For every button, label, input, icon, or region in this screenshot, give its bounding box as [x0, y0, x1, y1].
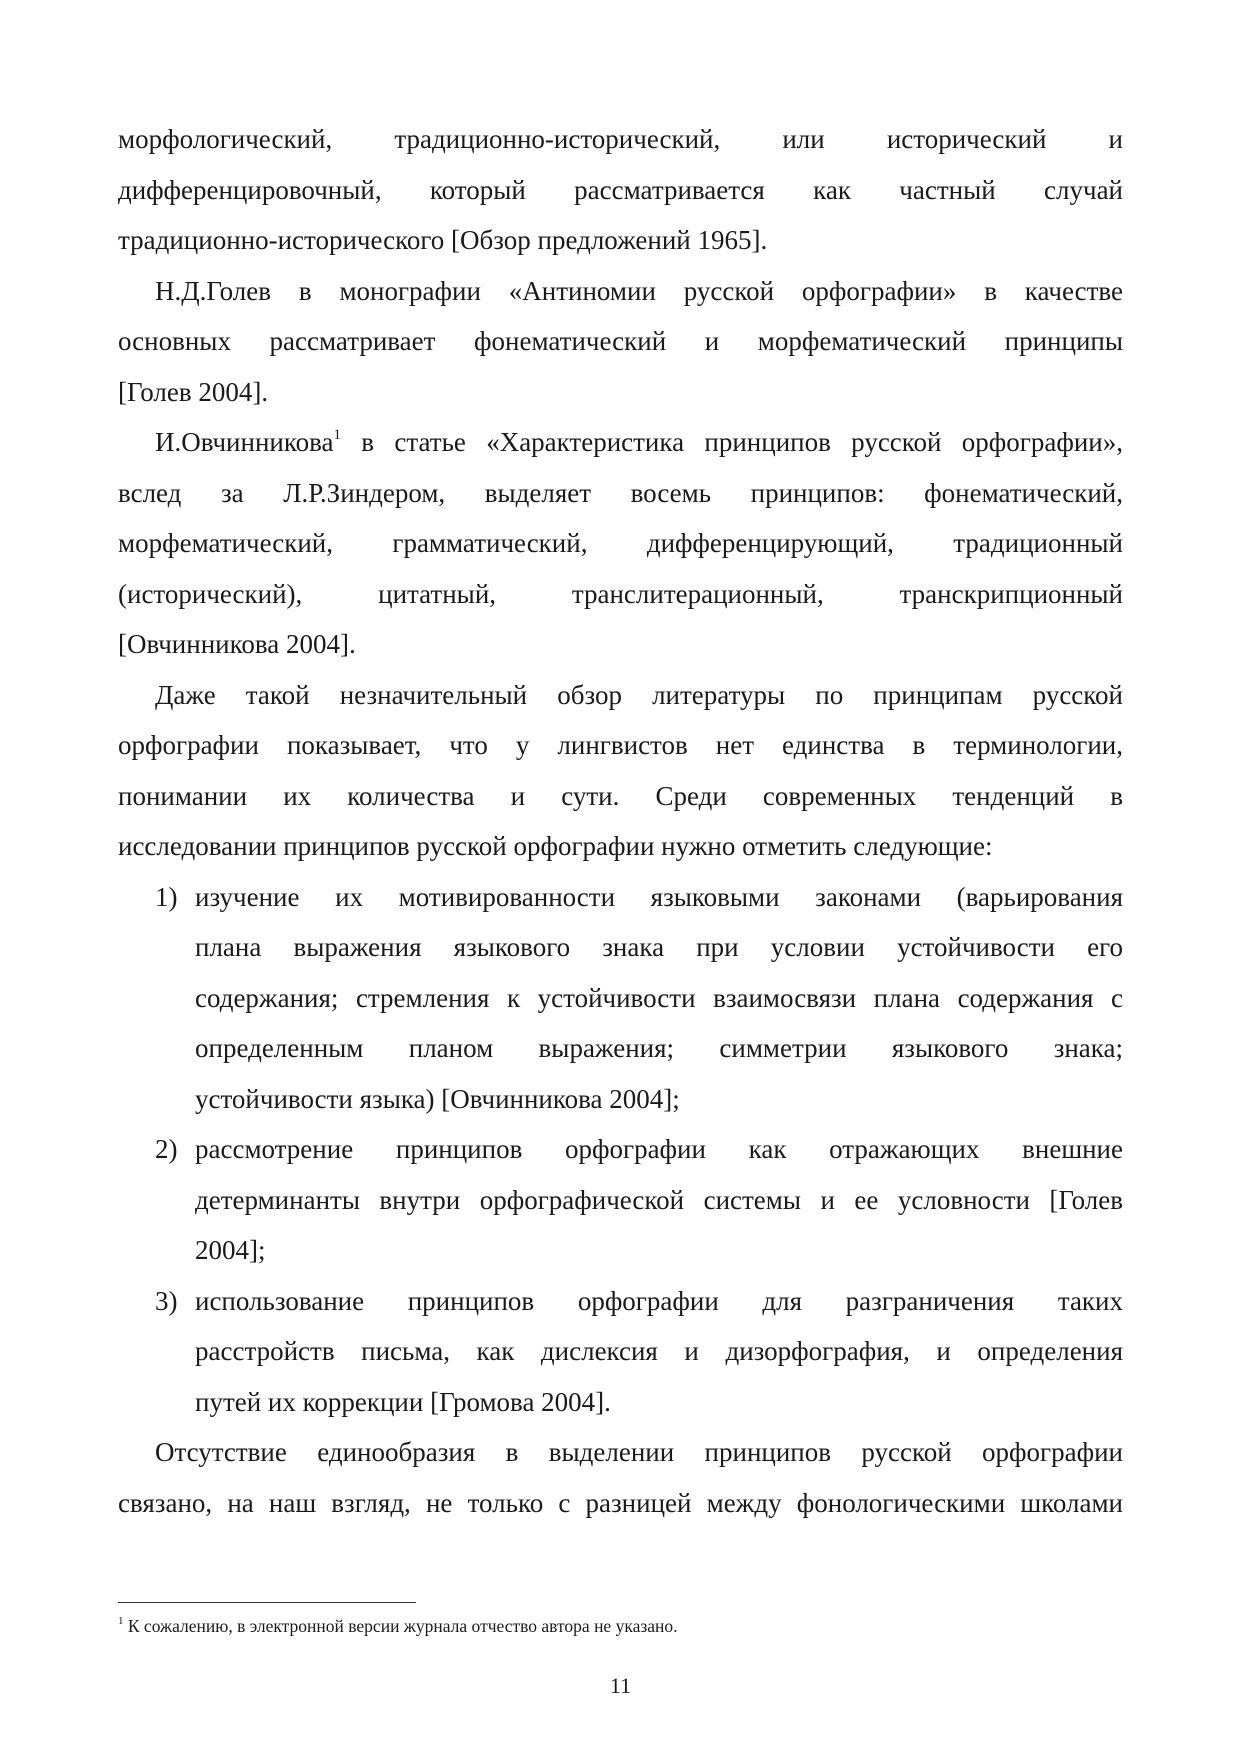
list-item-line: плана выражения языкового знака при условии устойчивости его: [195, 932, 1123, 962]
paragraph-line: орфографии показывает, что у лингвистов нет единства в терминологии,: [118, 730, 1123, 760]
paragraph-line: [Овчинникова 2004].: [118, 629, 356, 659]
numbered-list: [118, 872, 1123, 1428]
list-item-line: определенным планом выражения; симметрии языкового знака;: [195, 1033, 1123, 1063]
list-item-line: [118, 1276, 1123, 1327]
list-text: использование принципов орфографии для разграничения таких: [195, 1285, 1123, 1316]
list-number: 3): [155, 1285, 178, 1316]
paragraph-line: [118, 417, 1123, 468]
list-number: 2): [155, 1134, 178, 1164]
footnote-divider: [118, 1602, 416, 1603]
list-item-line: детерминанты внутри орфографической системы и ее условности [Голев: [195, 1184, 1123, 1215]
footnote-text: К сожалению, в электронной версии журнала отчество автора не указано.: [127, 1616, 678, 1636]
paragraph-line: связано, на наш взгляд, не только с разницей между фонологическими школами: [118, 1487, 1123, 1518]
paragraph-line: понимании их количества и сути. Среди современных тенденций в: [118, 780, 1123, 811]
list-text: рассмотрение принципов орфографии как отражающих внешние: [195, 1134, 1123, 1164]
list-item: [118, 872, 1123, 1125]
list-item-line: [118, 872, 1123, 923]
list-item-line: путей их коррекции [Громова 2004].: [195, 1386, 611, 1417]
footnote-ref[interactable]: 1: [333, 427, 341, 443]
paragraph-line: морфематический, грамматический, дифференцирующий, традиционный: [118, 528, 1123, 558]
list-text: изучение их мотивированности языковыми законами (варьирования: [195, 881, 1123, 912]
list-item-line: расстройств письма, как дислексия и дизорфография, и определения: [195, 1336, 1123, 1366]
paragraph-line: (исторический), цитатный, транслитерационный, транскрипционный: [118, 578, 1123, 609]
list-number: 1): [155, 881, 178, 912]
paragraph-line: исследовании принципов русской орфографии нужно отметить следующие:: [118, 831, 993, 861]
paragraph-line: дифференцировочный, который рассматривается как частный случай: [118, 174, 1123, 205]
paragraph-line: Отсутствие единообразия в выделении принципов русской орфографии: [155, 1437, 1123, 1467]
list-item-line: 2004];: [195, 1235, 266, 1265]
paragraph-line: основных рассматривает фонематический и морфематический принципы: [118, 326, 1123, 356]
paragraph-line: Н.Д.Голев в монографии «Антиномии русской орфографии» в качестве: [155, 275, 1123, 306]
author-name: И.Овчинникова: [155, 427, 334, 457]
footnote: [118, 1614, 678, 1638]
list-item-line: содержания; стремления к устойчивости взаимосвязи плана содержания с: [195, 982, 1123, 1013]
page-number: 11: [609, 1673, 632, 1698]
list-item: [118, 1124, 1123, 1276]
footnote-marker: 1: [118, 1615, 124, 1628]
paragraph-line: морфологический, традиционно-исторический, или исторический и: [118, 124, 1123, 154]
list-item: [118, 1276, 1123, 1428]
paragraph-line: традиционно-исторического [Обзор предложений 1965].: [118, 225, 768, 255]
page-body: [118, 114, 1123, 1528]
paragraph-line: вслед за Л.Р.Зиндером, выделяет восемь принципов: фонематический,: [118, 477, 1123, 508]
paragraph-text: в статье «Характеристика принципов русской орфографии»,: [361, 427, 1124, 457]
list-item-line: [118, 1124, 1123, 1175]
paragraph-line: [Голев 2004].: [118, 376, 269, 407]
list-item-line: устойчивости языка) [Овчинникова 2004];: [195, 1083, 680, 1114]
paragraph-line: Даже такой незначительный обзор литературы по принципам русской: [155, 679, 1123, 710]
